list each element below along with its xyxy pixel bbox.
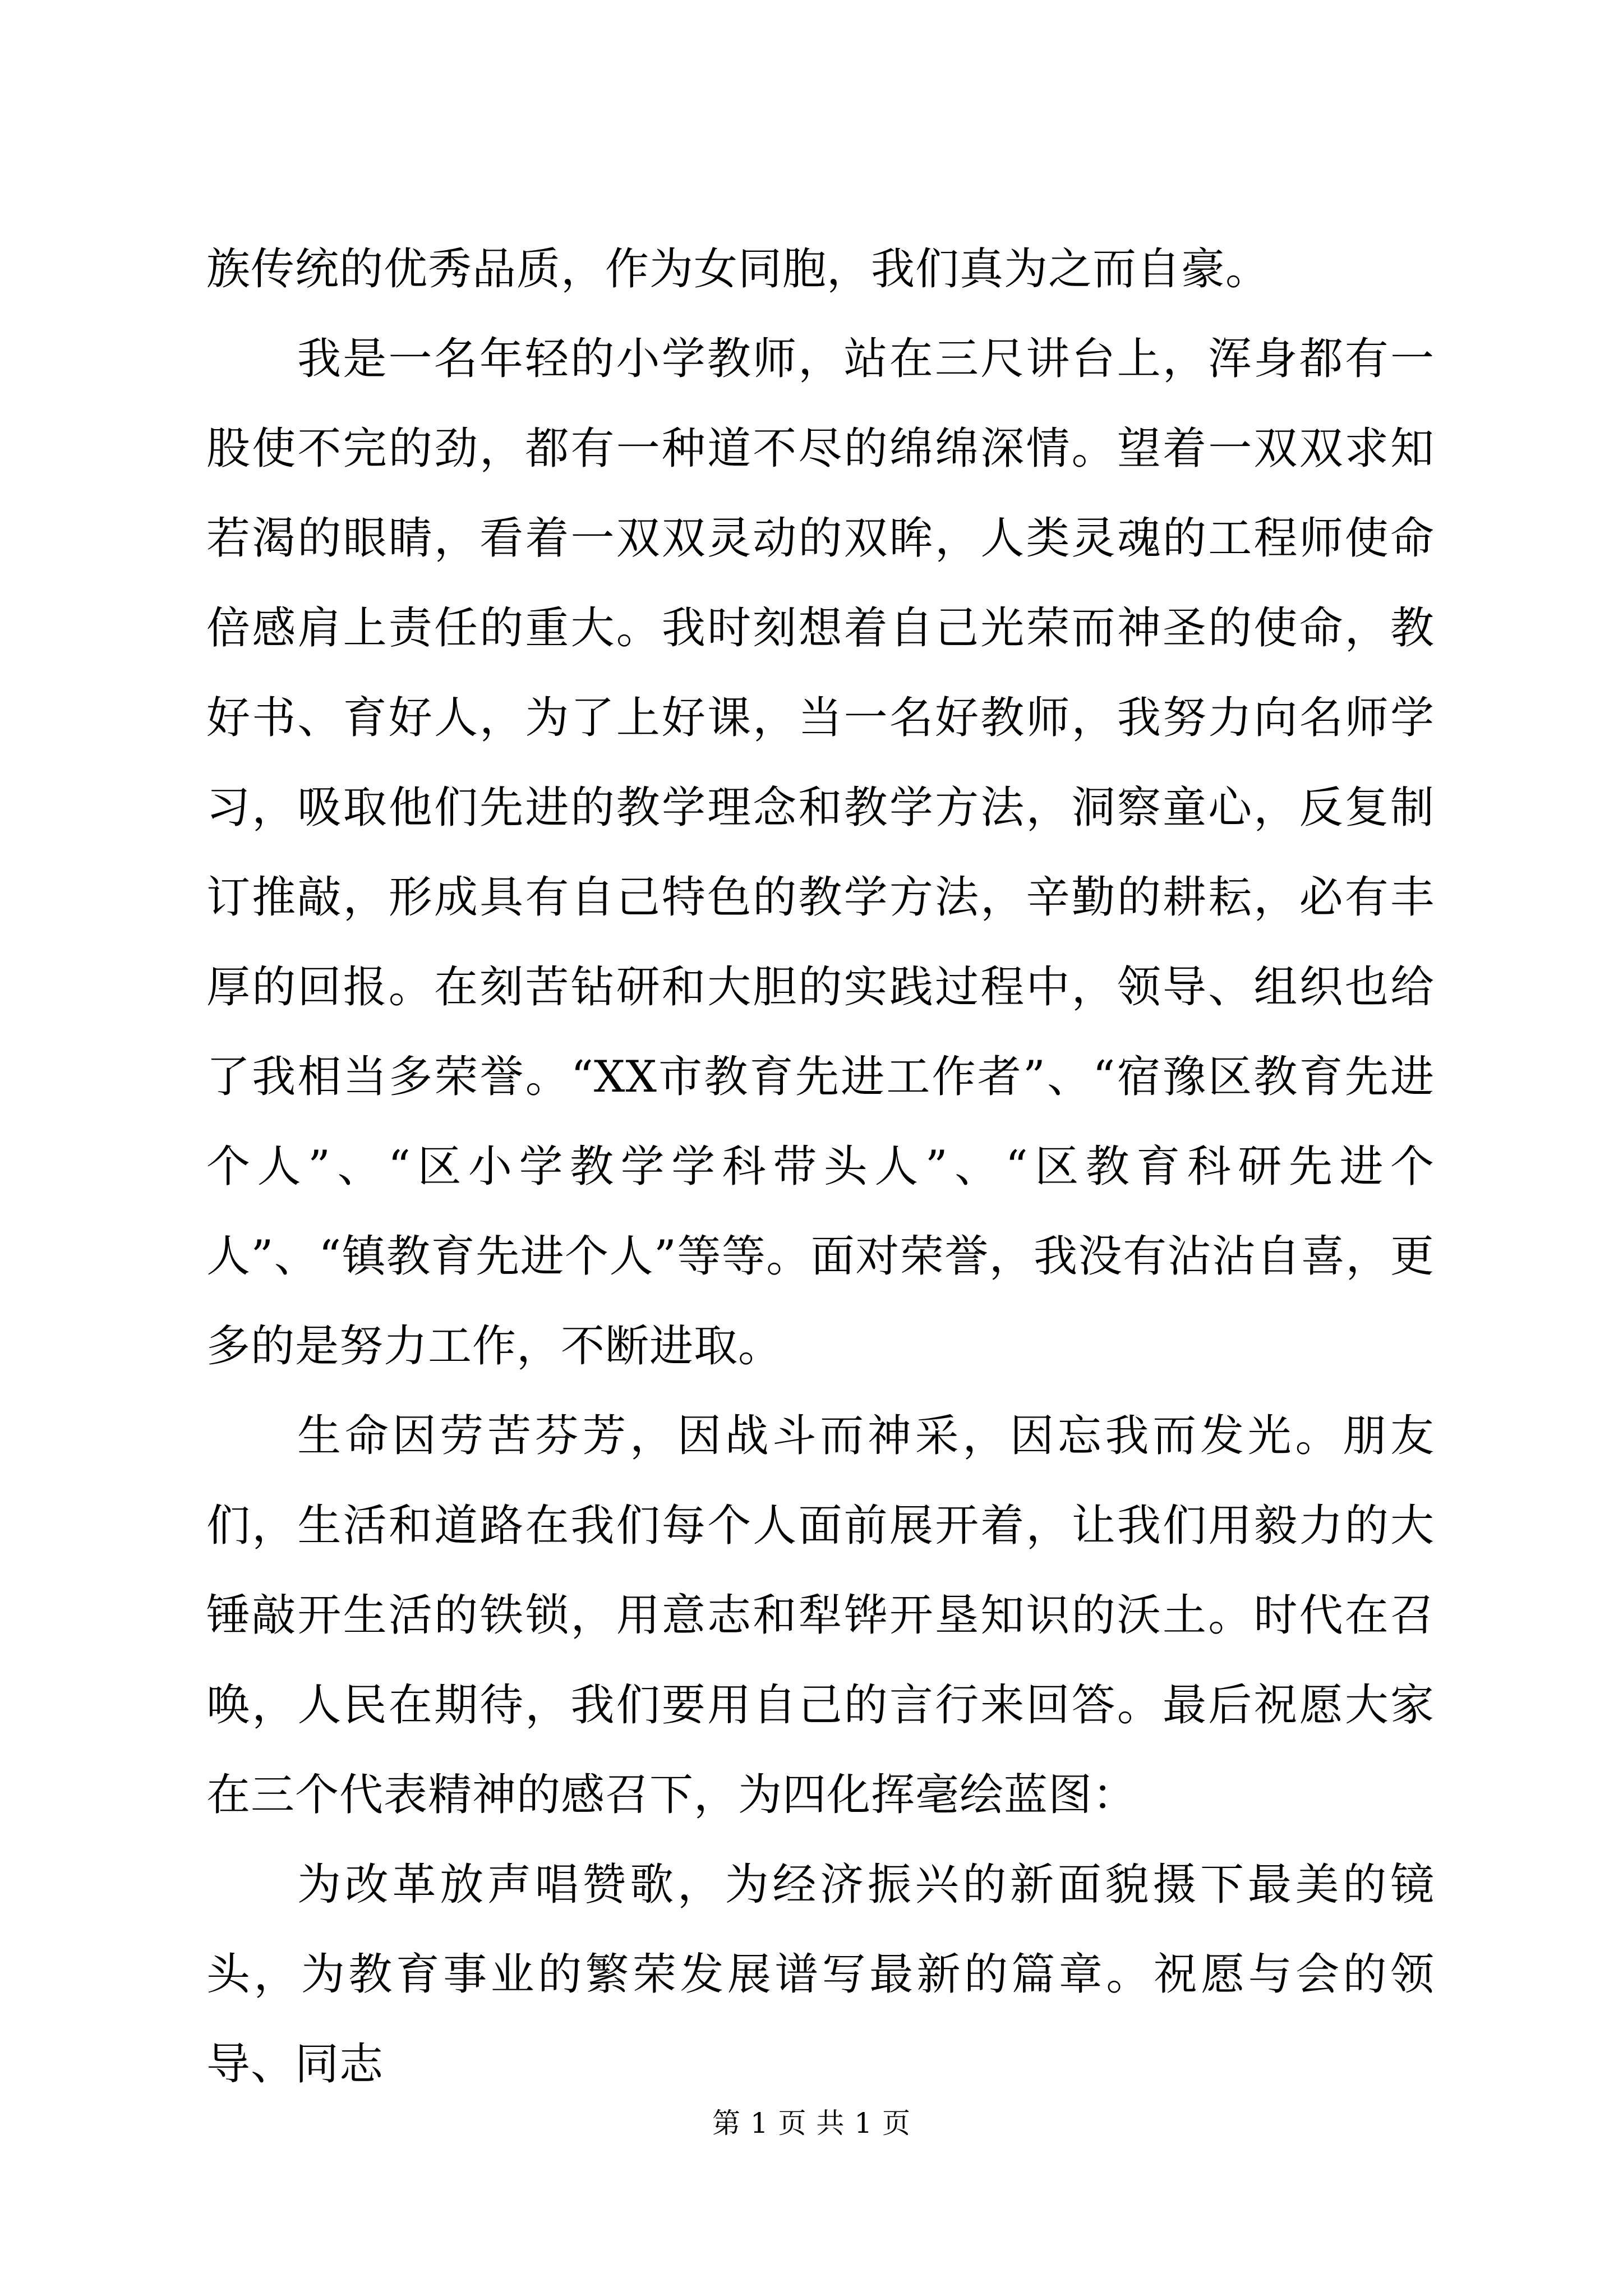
paragraph-continuation: 族传统的优秀品质，作为女同胞，我们真为之而自豪。 (206, 244, 1270, 295)
paragraph-closing-wishes: 为改革放声唱赞歌，为经济振兴的新面貌摄下最美的镜头，为教育事业的繁荣发展谱写最新的篇章。祝愿与会的领导、同志 (206, 1860, 1435, 2090)
paragraph-teacher-honors: 我是一名年轻的小学教师，站在三尺讲台上，浑身都有一股使不完的劲，都有一种道不尽的绵绵深情。望着一双双求知若渴的眼睛，看着一双双灵动的双眸，人类灵魂的工程师使命倍感肩上责任的重大。我时刻想着自己光荣而神圣的使命，教好书、育好人，为了上好课，当一名好教师，我努力向名师学习，吸取他们先进的教学理念和教学方法，洞察童心，反复制订推敲，形成具有自己特色的教学方法，辛勤的耕耘，必有丰厚的回报。在刻苦钻研和大胆的实践过程中，领导、组织也给了我相当多荣誉。“XX市教育先进工作者”、“宿豫区教育先进个人”、“区小学教学学科带头人”、“区教育科研先进个人”、“镇教育先进个人”等等。面对荣誉，我没有沾沾自喜，更多的是努力工作，不断进取。 (206, 334, 1435, 1372)
document-body (206, 224, 1435, 2109)
page-footer: 第 1 页 共 1 页 (712, 2107, 911, 2139)
paragraph-call-to-action: 生命因劳苦芬芳，因战斗而神采，因忘我而发光。朋友们，生活和道路在我们每个人面前展开着，让我们用毅力的大锤敲开生活的铁锁，用意志和犁铧开垦知识的沃土。时代在召唤，人民在期待，我们要用自己的言行来回答。最后祝愿大家在三个代表精神的感召下，为四化挥毫绘蓝图： (206, 1411, 1435, 1820)
